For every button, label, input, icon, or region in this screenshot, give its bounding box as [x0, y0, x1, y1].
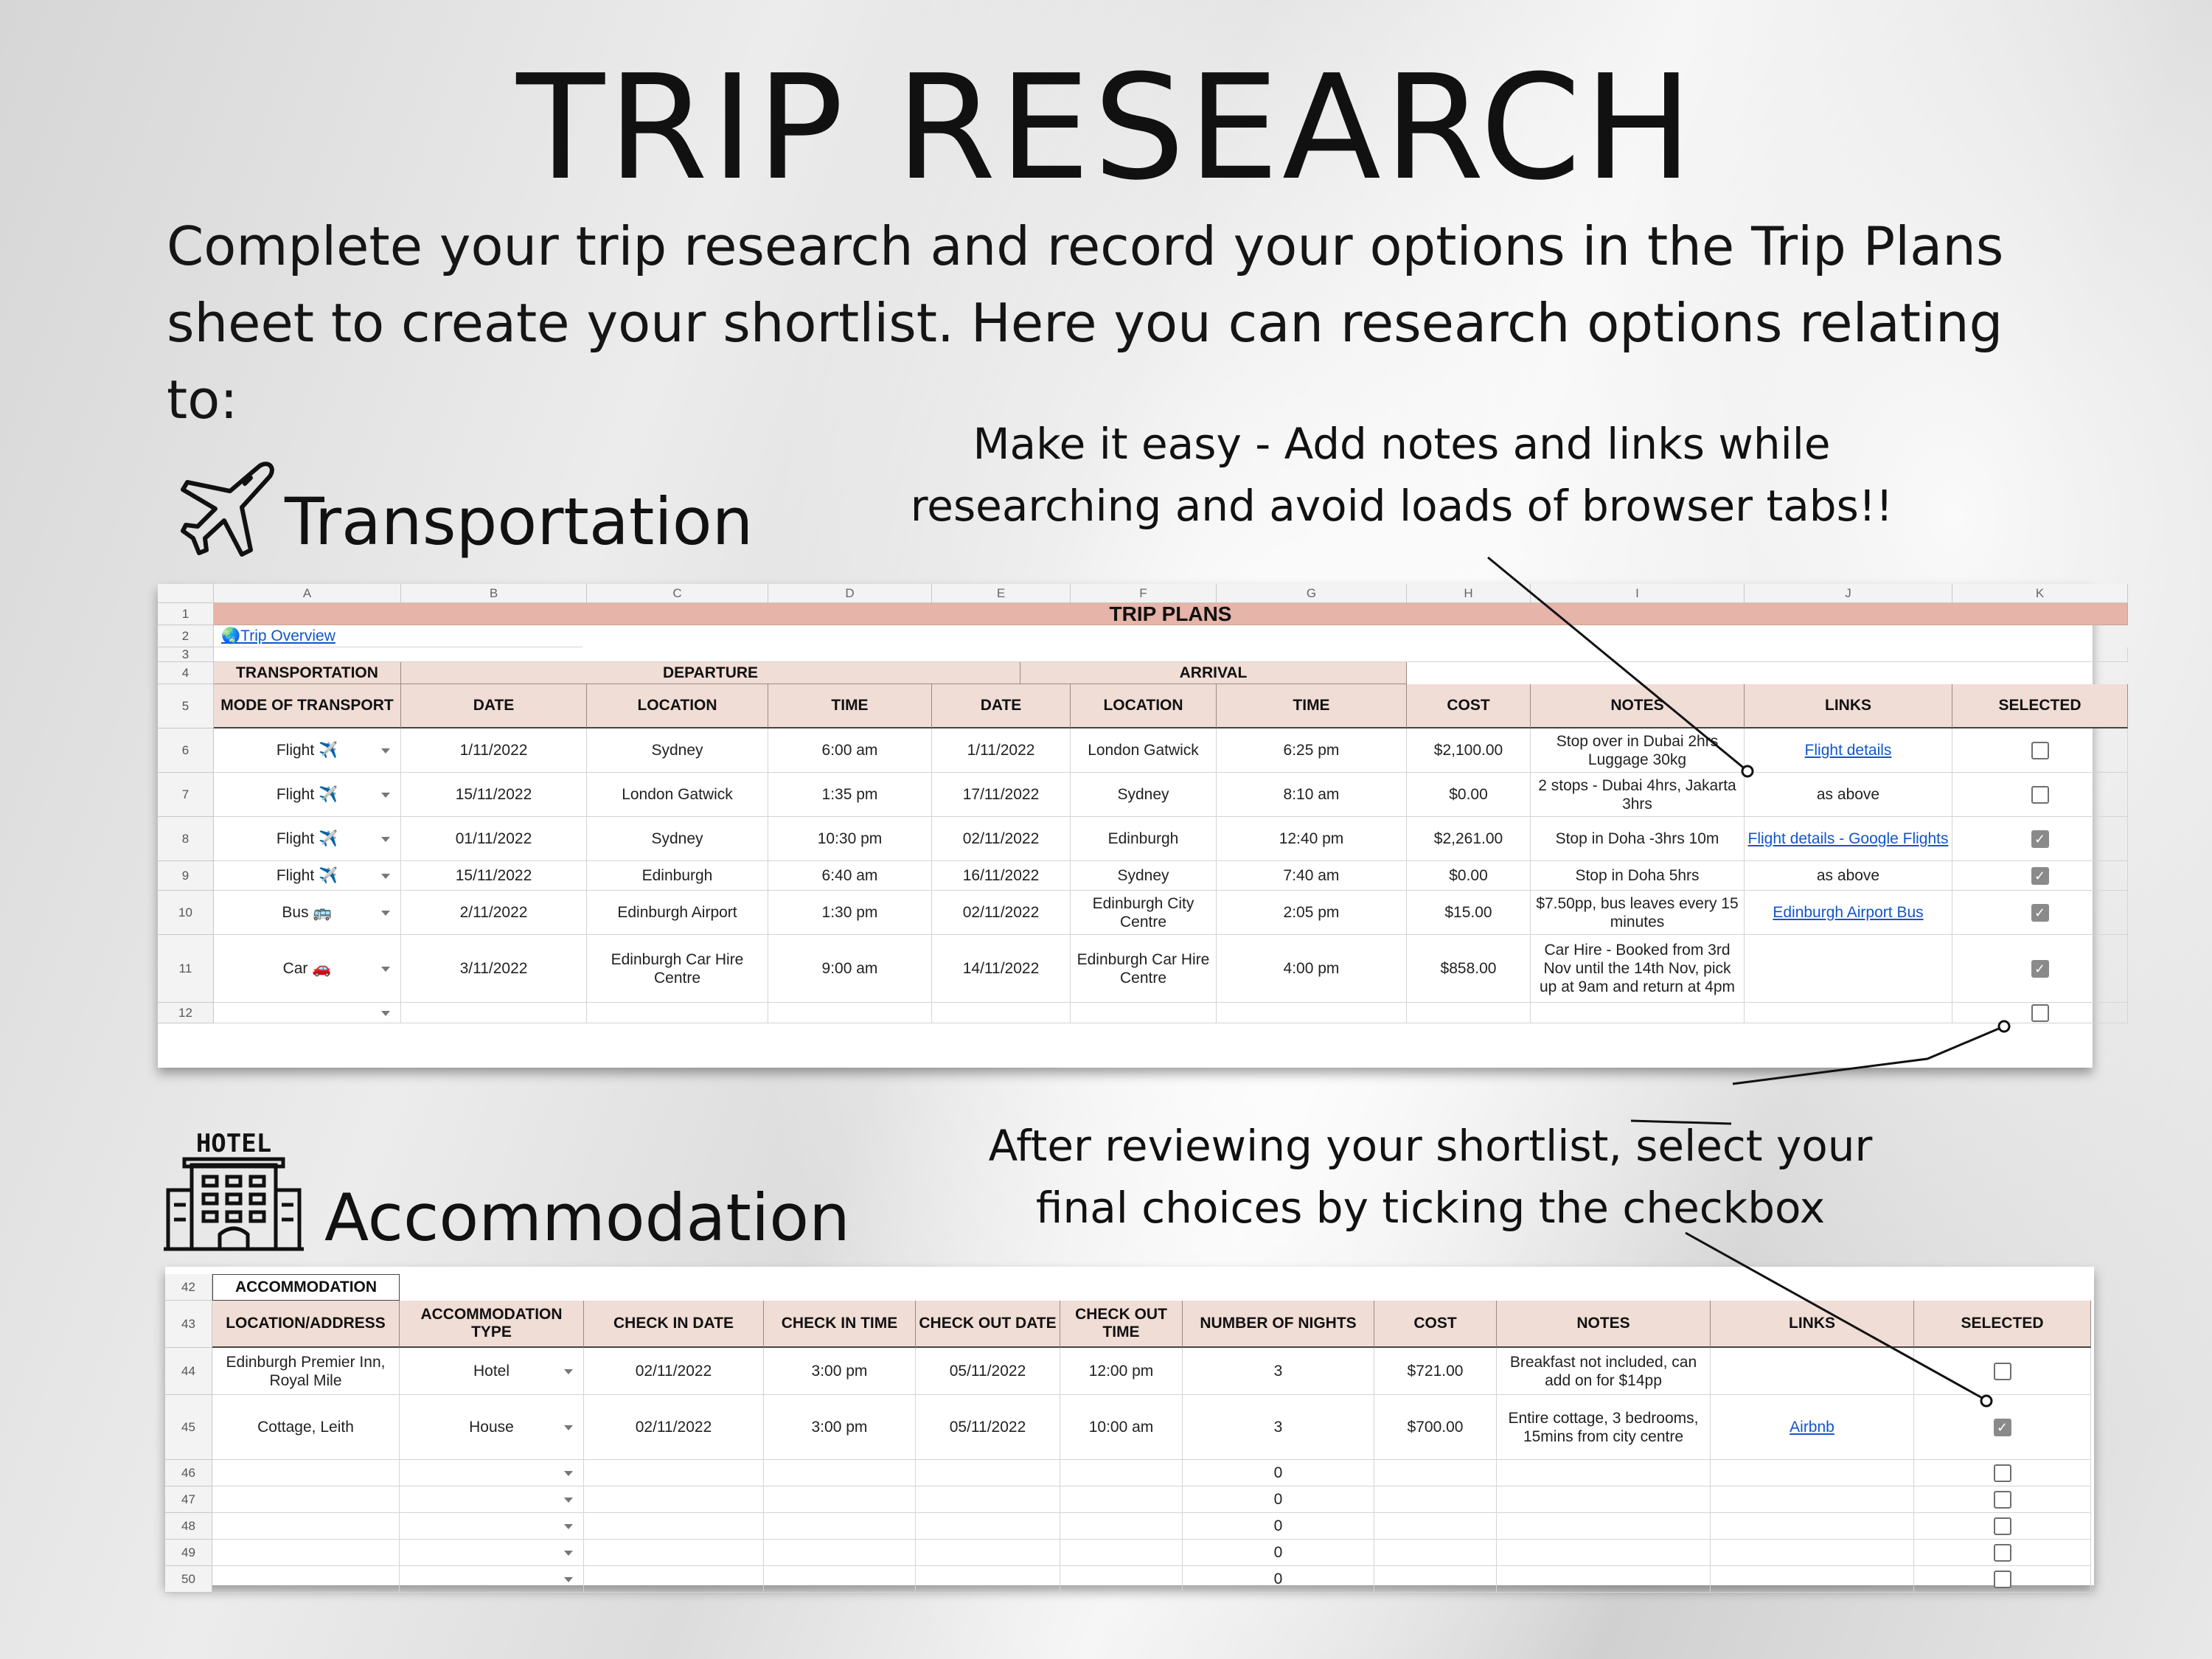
globe-icon: 🌏 — [221, 627, 241, 644]
select-pointer-line-2 — [1686, 1233, 1985, 1399]
cell-arr_date: 16/11/2022 — [932, 861, 1071, 891]
row-header[interactable]: 3 — [158, 647, 214, 662]
cell-out_date: 05/11/2022 — [916, 1395, 1060, 1460]
column-title-4: DATE — [932, 684, 1071, 728]
cell-arr_date: 1/11/2022 — [932, 728, 1071, 773]
select-pointer-dot-1 — [1999, 1021, 2009, 1032]
cell-dep_loc: Edinburgh Car Hire Centre — [587, 935, 768, 1003]
column-title-3: TIME — [768, 684, 932, 728]
row-header[interactable]: 47 — [165, 1486, 212, 1513]
cell-cost: $2,261.00 — [1407, 817, 1531, 861]
column-title-8: NOTES — [1497, 1301, 1711, 1348]
trip-overview-label[interactable]: Trip Overview — [240, 627, 335, 644]
row-header[interactable]: 6 — [158, 728, 214, 773]
row-header[interactable]: 45 — [165, 1395, 212, 1460]
cell-notes: 2 stops - Dubai 4hrs, Jakarta 3hrs — [1531, 773, 1745, 817]
row-header[interactable]: 4 — [158, 662, 214, 684]
cell-dep_loc: Sydney — [587, 817, 768, 861]
column-title-1: ACCOMMODATION TYPE — [400, 1301, 584, 1348]
cell-arr_date: 02/11/2022 — [932, 817, 1071, 861]
column-header-g[interactable]: G — [1217, 584, 1407, 603]
cell-dep_loc: Edinburgh Airport — [587, 891, 768, 935]
cell-nights: 0 — [1183, 1460, 1374, 1486]
row-header[interactable]: 11 — [158, 935, 214, 1003]
column-header-c[interactable]: C — [587, 584, 768, 603]
cell-arr_time: 8:10 am — [1217, 773, 1407, 817]
cell-mode[interactable]: Flight ✈️ — [214, 817, 401, 861]
row-header[interactable]: 1 — [158, 603, 214, 625]
notes-pointer-line — [1488, 557, 1746, 770]
cell-arr_loc: Edinburgh Car Hire Centre — [1071, 935, 1217, 1003]
column-title-1: DATE — [401, 684, 587, 728]
column-header-a[interactable]: A — [214, 584, 401, 603]
group-header-transportation: TRANSPORTATION — [214, 662, 401, 684]
row-header[interactable]: 42 — [165, 1274, 212, 1301]
row-header[interactable]: 8 — [158, 817, 214, 861]
cell-dep_loc: Sydney — [587, 728, 768, 773]
select-pointer-dot-2 — [1981, 1396, 1992, 1406]
cell-notes: Stop over in Dubai 2hrs Luggage 30kg — [1531, 728, 1745, 773]
select-pointer-line-top — [1631, 1121, 1731, 1124]
row-header[interactable]: 12 — [158, 1003, 214, 1023]
page-title: TRIP RESEARCH — [516, 44, 1696, 212]
cell-notes: Car Hire - Booked from 3rd Nov until the 14th Nov, pick up at 9am and return at 4pm — [1531, 935, 1745, 1003]
cell-arr_time: 2:05 pm — [1217, 891, 1407, 935]
row-header[interactable]: 2 — [158, 625, 214, 647]
select-pointer-line-1 — [1733, 1026, 2004, 1084]
cell-arr_loc: Sydney — [1071, 773, 1217, 817]
cell-arr_loc: Edinburgh City Centre — [1071, 891, 1217, 935]
selected-checkbox[interactable]: ✓ — [2031, 867, 2049, 885]
cell-dep_time: 10:30 pm — [768, 817, 932, 861]
cell-nights: 3 — [1183, 1348, 1374, 1395]
column-title-2: LOCATION — [587, 684, 768, 728]
cell-nights: 0 — [1183, 1540, 1374, 1566]
cell-cost: $0.00 — [1407, 861, 1531, 891]
cell-in_date: 02/11/2022 — [584, 1348, 764, 1395]
cell-mode[interactable]: Car 🚗 — [214, 935, 401, 1003]
cell-nights: 0 — [1183, 1566, 1374, 1593]
cell-in_time: 3:00 pm — [764, 1395, 916, 1460]
intro-text: Complete your trip research and record your options in the Trip Plans sheet to create your shortlist. Here you can research options relating to: — [167, 215, 2004, 431]
cell-arr_time: 12:40 pm — [1217, 817, 1407, 861]
cell-out_date: 05/11/2022 — [916, 1348, 1060, 1395]
cell-mode[interactable]: Bus 🚌 — [214, 891, 401, 935]
cell-links[interactable]: Flight details — [1745, 728, 1952, 773]
cell-dep_time: 6:00 am — [768, 728, 932, 773]
accommodation-title: Accommodation — [324, 1180, 850, 1256]
cell-location: Edinburgh Premier Inn, Royal Mile — [212, 1348, 400, 1395]
cell-arr_loc: Edinburgh — [1071, 817, 1217, 861]
row-header[interactable]: 48 — [165, 1513, 212, 1540]
column-title-6: NUMBER OF NIGHTS — [1183, 1301, 1374, 1348]
cell-arr_date: 02/11/2022 — [932, 891, 1071, 935]
group-header-departure: DEPARTURE — [401, 662, 1020, 684]
cell-location: Cottage, Leith — [212, 1395, 400, 1460]
cell-dep_date: 2/11/2022 — [401, 891, 587, 935]
column-header-i[interactable]: I — [1531, 584, 1745, 603]
column-header-h[interactable]: H — [1407, 584, 1531, 603]
row-header[interactable]: 10 — [158, 891, 214, 935]
row-header[interactable]: 9 — [158, 861, 214, 891]
row-header[interactable]: 43 — [165, 1301, 212, 1348]
row-header[interactable]: 49 — [165, 1540, 212, 1566]
cell-links[interactable]: Airbnb — [1711, 1395, 1914, 1460]
column-title-5: CHECK OUT TIME — [1060, 1301, 1183, 1348]
cell-arr_time: 7:40 am — [1217, 861, 1407, 891]
cell-links[interactable]: as above — [1745, 773, 1952, 817]
column-title-5: LOCATION — [1071, 684, 1217, 728]
cell-dep_loc: Edinburgh — [587, 861, 768, 891]
column-title-0: MODE OF TRANSPORT — [214, 684, 401, 728]
cell-arr_loc: London Gatwick — [1071, 728, 1217, 773]
cell-links[interactable]: Edinburgh Airport Bus — [1745, 891, 1952, 935]
column-title-2: CHECK IN DATE — [584, 1301, 764, 1348]
cell-cost: $700.00 — [1374, 1395, 1497, 1460]
column-header-b[interactable]: B — [401, 584, 587, 603]
cell-dep_time: 1:35 pm — [768, 773, 932, 817]
cell-dep_time: 9:00 am — [768, 935, 932, 1003]
row-header[interactable]: 46 — [165, 1460, 212, 1486]
cell-links[interactable]: Flight details - Google Flights — [1745, 817, 1952, 861]
selected-checkbox[interactable]: ✓ — [1994, 1419, 2011, 1436]
cell-notes: Stop in Doha 5hrs — [1531, 861, 1745, 891]
cell-dep_date: 01/11/2022 — [401, 817, 587, 861]
column-title-7: COST — [1374, 1301, 1497, 1348]
cell-cost: $0.00 — [1407, 773, 1531, 817]
cell-links[interactable]: as above — [1745, 861, 1952, 891]
row-header[interactable]: 7 — [158, 773, 214, 817]
cell-arr_date: 14/11/2022 — [932, 935, 1071, 1003]
row-header[interactable]: 44 — [165, 1348, 212, 1395]
column-header-k[interactable]: K — [1952, 584, 2128, 603]
cell-cost: $15.00 — [1407, 891, 1531, 935]
cell-notes: Breakfast not included, can add on for $14pp — [1497, 1348, 1711, 1395]
cell-dep_loc: London Gatwick — [587, 773, 768, 817]
column-title-0: LOCATION/ADDRESS — [212, 1301, 400, 1348]
column-header-d[interactable]: D — [768, 584, 932, 603]
cell-type[interactable]: House — [400, 1395, 584, 1460]
select-callout: After reviewing your shortlist, select your final choices by ticking the checkbox — [988, 1121, 1873, 1233]
cell-notes: Stop in Doha -3hrs 10m — [1531, 817, 1745, 861]
cell-in_date: 02/11/2022 — [584, 1395, 764, 1460]
cell-mode[interactable]: Flight ✈️ — [214, 728, 401, 773]
cell-mode[interactable]: Flight ✈️ — [214, 861, 401, 891]
column-title-6: TIME — [1217, 684, 1407, 728]
row-header[interactable]: 50 — [165, 1566, 212, 1593]
notes-callout: Make it easy - Add notes and links while researching and avoid loads of browser tabs!! — [910, 419, 1893, 531]
column-title-4: CHECK OUT DATE — [916, 1301, 1060, 1348]
selected-checkbox[interactable]: ✓ — [2031, 830, 2049, 848]
column-title-10: SELECTED — [1914, 1301, 2091, 1348]
cell-arr_loc: Sydney — [1071, 861, 1217, 891]
cell-cost: $858.00 — [1407, 935, 1531, 1003]
cell-dep_time: 1:30 pm — [768, 891, 932, 935]
cell-in_time: 3:00 pm — [764, 1348, 916, 1395]
cell-out_time: 10:00 am — [1060, 1395, 1183, 1460]
column-title-9: LINKS — [1711, 1301, 1914, 1348]
column-title-8: NOTES — [1531, 684, 1745, 728]
group-header-arrival: ARRIVAL — [1020, 662, 1407, 684]
cell-out_time: 12:00 pm — [1060, 1348, 1183, 1395]
cell-arr_time: 6:25 pm — [1217, 728, 1407, 773]
cell-dep_date: 3/11/2022 — [401, 935, 587, 1003]
cell-arr_date: 17/11/2022 — [932, 773, 1071, 817]
column-title-9: LINKS — [1745, 684, 1952, 728]
notes-pointer-dot — [1742, 766, 1753, 776]
cell-dep_date: 1/11/2022 — [401, 728, 587, 773]
cell-dep_time: 6:40 am — [768, 861, 932, 891]
column-header-e[interactable]: E — [932, 584, 1071, 603]
cell-arr_time: 4:00 pm — [1217, 935, 1407, 1003]
cell-notes: $7.50pp, bus leaves every 15 minutes — [1531, 891, 1745, 935]
selected-checkbox[interactable]: ✓ — [2031, 904, 2049, 922]
group-header-accommodation: ACCOMMODATION — [212, 1274, 400, 1301]
cell-cost: $2,100.00 — [1407, 728, 1531, 773]
row-header[interactable]: 5 — [158, 684, 214, 728]
sheet-title: TRIP PLANS — [214, 603, 2128, 625]
column-title-7: COST — [1407, 684, 1531, 728]
cell-notes: Entire cottage, 3 bedrooms, 15mins from city centre — [1497, 1395, 1711, 1460]
transportation-title: Transportation — [285, 484, 754, 560]
cell-nights: 0 — [1183, 1513, 1374, 1540]
column-title-10: SELECTED — [1952, 684, 2128, 728]
selected-checkbox[interactable]: ✓ — [2031, 960, 2049, 978]
column-header-j[interactable]: J — [1745, 584, 1952, 603]
hotel-icon-label: HOTEL — [195, 1129, 272, 1158]
cell-type[interactable]: Hotel — [400, 1348, 584, 1395]
cell-dep_date: 15/11/2022 — [401, 773, 587, 817]
cell-mode[interactable]: Flight ✈️ — [214, 773, 401, 817]
cell-nights: 0 — [1183, 1486, 1374, 1513]
cell-nights: 3 — [1183, 1395, 1374, 1460]
cell-dep_date: 15/11/2022 — [401, 861, 587, 891]
column-header-f[interactable]: F — [1071, 584, 1217, 603]
cell-cost: $721.00 — [1374, 1348, 1497, 1395]
column-title-3: CHECK IN TIME — [764, 1301, 916, 1348]
